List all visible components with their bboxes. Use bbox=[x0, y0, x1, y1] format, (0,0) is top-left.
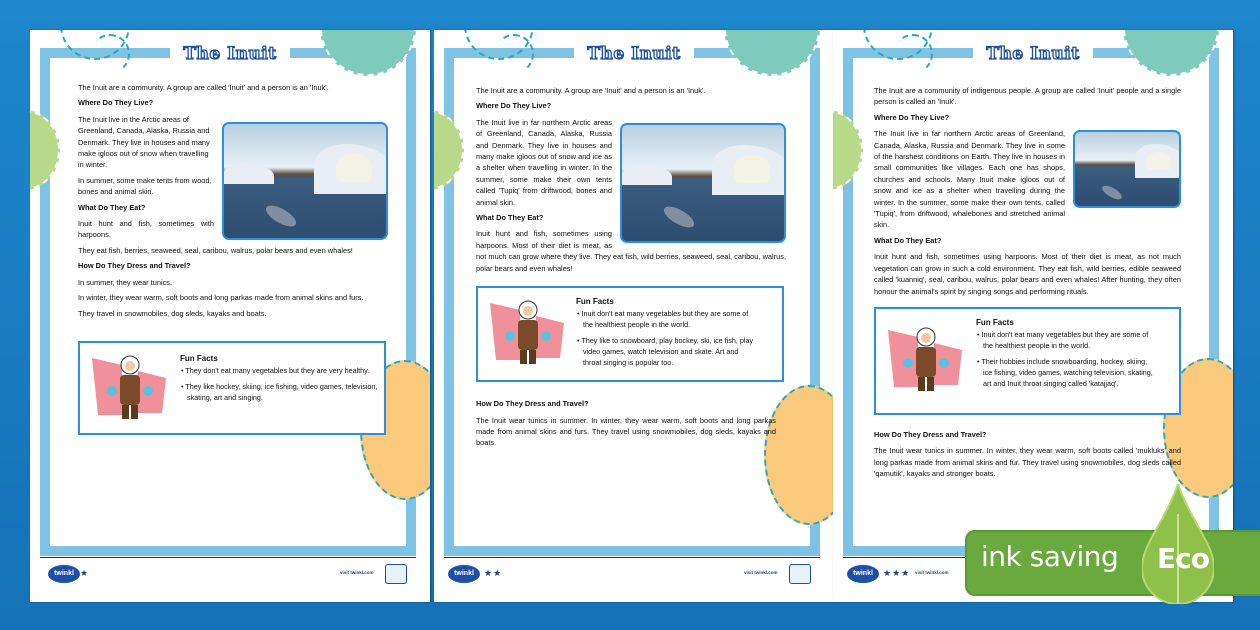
difficulty-stars: ★ bbox=[80, 568, 90, 578]
ink-saving-label: ink saving bbox=[981, 540, 1119, 573]
fun-facts-heading: Fun Facts bbox=[976, 317, 1014, 327]
fun-fact-item: • Inuit don't eat many vegetables but they are some of the healthiest people in the world. bbox=[576, 308, 756, 330]
paragraph: The Inuit live in far northern Arctic areas of Greenland, Canada, Alaska, Russia and Denmark. They live in houses and many make igloos out of snow and ice as a shelter when travelling in winter. In the summer, some make their own tents called 'Tupiq' from driftwood, bones and animal skin. bbox=[476, 117, 612, 207]
paragraph: Inuit hunt and fish, sometimes using harpoons. Most of their diet is meat, as not much vegetation can grow in such a cold environment. They eat fish, wild berries, edible seaweed called 'kuanniq', seal, caribou, walrus, polar bears and even whales! After hunting, they often honour the animal's spirit by singing songs and performing rituals. bbox=[874, 252, 1181, 296]
fun-fact-item: • They don't eat many vegetables but they are very healthy. bbox=[180, 365, 380, 376]
page-title: The Inuit bbox=[574, 44, 694, 66]
page-content bbox=[874, 85, 1181, 484]
section-heading: How Do They Dress and Travel? bbox=[874, 429, 987, 439]
page-content bbox=[78, 82, 388, 435]
section-heading: How Do They Dress and Travel? bbox=[78, 261, 191, 271]
decor-arc bbox=[90, 34, 130, 74]
paragraph: They eat fish, berries, seaweed, seal, caribou, walrus, polar bears and even whales! bbox=[78, 245, 353, 255]
section-heading: Where Do They Live? bbox=[476, 101, 552, 111]
intro-text: The Inuit are a community. A group are 'Inuit' and a person is an 'Inuk'. bbox=[476, 86, 706, 95]
fun-fact-item: • They like hockey, skiing, ice fishing, video games, television, skating, art and singing. bbox=[180, 381, 380, 403]
fun-facts-box bbox=[78, 341, 386, 435]
decor-arc bbox=[494, 34, 534, 74]
arctic-scene-image bbox=[222, 122, 388, 240]
inuit-child-illustration bbox=[888, 325, 964, 395]
page-content bbox=[476, 85, 786, 453]
quality-badge-icon bbox=[789, 564, 811, 584]
paragraph: Inuit hunt and fish, sometimes using harpoons. Most of their diet is meat, as not much can grow where they live. They eat fish, wild berries, seaweed, seal, caribou, walrus, polar bears and even whales! bbox=[476, 229, 786, 273]
fun-facts-box bbox=[476, 286, 784, 382]
fun-facts-box bbox=[874, 307, 1181, 415]
visit-link[interactable]: visit twinkl.com bbox=[744, 570, 778, 575]
page-title: The Inuit bbox=[973, 44, 1093, 66]
fun-fact-item: • Their hobbies include snowboarding, hockey, skiing, ice fishing, video games, watching television, skating, art and Inuit throat singing called 'katajjaq'. bbox=[976, 356, 1156, 389]
paragraph: The Inuit live in the Arctic areas of Greenland, Canada, Alaska, Russia and Denmark. They live in houses and many make igloos out of snow when travelling in winter. bbox=[78, 114, 210, 170]
paragraph: Inuit hunt and fish, sometimes with harpoons. bbox=[78, 219, 214, 240]
twinkl-logo[interactable]: twinkl bbox=[448, 565, 480, 583]
dress-section bbox=[78, 260, 388, 319]
paragraph: In winter, they wear warm, soft boots and long parkas made from animal skins and furs. bbox=[78, 293, 364, 303]
paragraph: In summer, they wear tunics. bbox=[78, 277, 173, 287]
twinkl-logo[interactable]: twinkl bbox=[48, 565, 80, 583]
fun-facts-heading: Fun Facts bbox=[576, 297, 614, 307]
page-title: The Inuit bbox=[170, 44, 290, 66]
fun-fact-item: • Inuit don't eat many vegetables but they are some of the healthiest people in the world. bbox=[976, 329, 1156, 351]
quality-badge-icon bbox=[385, 564, 407, 584]
footer-divider bbox=[444, 557, 820, 558]
worksheet-page-1 bbox=[30, 30, 430, 602]
section-heading: What Do They Eat? bbox=[476, 213, 544, 223]
section-heading: How Do They Dress and Travel? bbox=[476, 399, 589, 409]
visit-link[interactable]: visit twinkl.com bbox=[340, 570, 374, 575]
section-heading: What Do They Eat? bbox=[78, 202, 146, 212]
eco-label: Eco bbox=[1157, 542, 1209, 575]
visit-link[interactable]: visit twinkl.com bbox=[915, 570, 949, 575]
footer-divider bbox=[40, 557, 416, 558]
paragraph: They travel in snowmobiles, dog sleds, kayaks and boats. bbox=[78, 308, 267, 318]
intro-text: The Inuit are a community. A group are called 'Inuit' and a person is an 'Inuk'. bbox=[78, 83, 329, 92]
fun-fact-item: • They like to snowboard, play hockey, ski, ice fish, play video games, watch television and skate. Art and throat singing is popular too. bbox=[576, 335, 756, 368]
twinkl-logo[interactable]: twinkl bbox=[847, 565, 879, 583]
intro-text: The Inuit are a community of indigenous people. A group are called 'Inuit' people and a single person is called an 'Inuk'. bbox=[874, 86, 1181, 107]
paragraph: In summer, some make tents from wood, bones and animal skin. bbox=[78, 175, 212, 197]
dress-section bbox=[874, 429, 1181, 480]
eco-ink-saving-badge bbox=[965, 530, 1260, 596]
fun-facts-heading: Fun Facts bbox=[180, 353, 218, 363]
arctic-scene-image bbox=[620, 123, 786, 243]
inuit-child-illustration bbox=[490, 298, 566, 368]
paragraph: The Inuit wear tunics in summer. In winter, they wear warm, soft boots and long parkas made from animal skins and furs. They travel using snowmobiles, dog sleds, kayaks and boats. bbox=[476, 415, 776, 448]
section-heading: Where Do They Live? bbox=[874, 112, 950, 122]
section-heading: What Do They Eat? bbox=[874, 235, 942, 245]
section-heading: Where Do They Live? bbox=[78, 98, 154, 108]
paragraph: The Inuit live in far northern Arctic areas of Greenland, Canada, Alaska, Russia and Denmark. They live in some of the harshest conditions on Earth. They live in houses in small communities like villages. Each one has shops, churches and schools. Many Inuit make igloos out of snow and ice as a shelter when travelling during the winter. In the summer, some make their own tents, called 'Tupiq', from driftwood, whalebones and stretched animal skin. bbox=[874, 129, 1065, 230]
dress-section bbox=[476, 398, 776, 449]
arctic-scene-image bbox=[1073, 130, 1181, 208]
difficulty-stars: ★★★ bbox=[883, 568, 911, 578]
paragraph: The Inuit wear tunics in summer. In winter, they wear warm, soft boots called 'mukluks' and long parkas made from animal skins and fur. They travel using snowmobiles, dog sleds called 'qamutik', kayaks and stronger boats. bbox=[874, 446, 1181, 479]
inuit-child-illustration bbox=[92, 353, 168, 423]
worksheet-page-2 bbox=[434, 30, 834, 602]
decor-arc bbox=[893, 34, 933, 74]
difficulty-stars: ★★ bbox=[484, 568, 503, 578]
